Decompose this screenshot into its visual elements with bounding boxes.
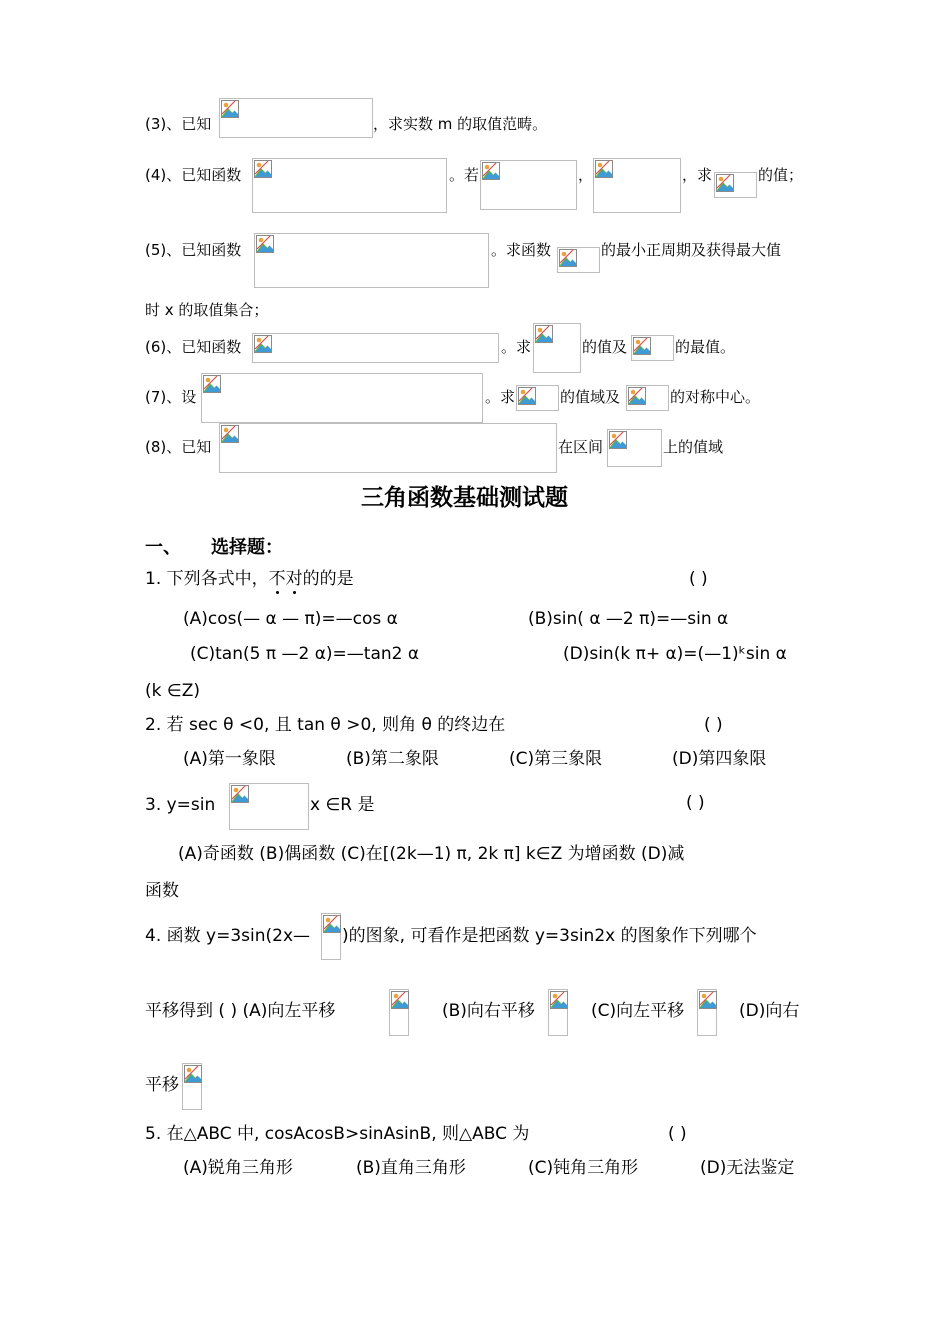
q4-line2-d: (D)向右: [739, 1001, 800, 1021]
exercise-6-text-b: 。求: [501, 338, 532, 356]
q5-stem: 5. 在△ABC 中, cosAcosB>sinAsinB, 则△ABC 为: [145, 1124, 530, 1144]
exercise-8-text-c: 上的值域: [663, 438, 724, 456]
image-placeholder-icon: [699, 991, 717, 1009]
broken-image-icon: [480, 160, 577, 210]
broken-image-icon: [229, 783, 309, 830]
exercise-6-text-d: 的最值。: [675, 338, 736, 356]
broken-image-icon: [548, 989, 568, 1036]
q4-line2-c: (C)向左平移: [591, 1001, 685, 1021]
exercise-5-text-d: 时 x 的取值集合；: [145, 301, 269, 319]
q4-line2-b: (B)向右平移: [442, 1001, 535, 1021]
exercise-6-text-c: 的值及: [582, 338, 628, 356]
exercise-3-tail: ，求实数 m 的取值范畴。: [373, 115, 548, 133]
q5-option-b: (B)直角三角形: [356, 1158, 466, 1178]
exercise-5-text-b: 。求函数: [491, 241, 552, 259]
broken-image-icon: [254, 233, 489, 288]
image-placeholder-icon: [323, 915, 341, 933]
q2-option-b: (B)第二象限: [346, 749, 439, 769]
exercise-8-lead: (8)、已知: [145, 438, 212, 456]
broken-image-icon: [389, 989, 409, 1036]
broken-image-icon: [516, 385, 559, 411]
exercise-5-lead: (5)、已知函数: [145, 241, 242, 259]
q2-option-a: (A)第一象限: [183, 749, 276, 769]
broken-image-icon: [252, 333, 499, 363]
q2-option-d: (D)第四象限: [672, 749, 767, 769]
image-placeholder-icon: [256, 235, 274, 253]
q3-stem-a: 3. y=sin: [145, 795, 216, 815]
exercise-7-lead: (7)、设: [145, 388, 197, 406]
q1-option-c: (C)tan(5 π —2 α)=—tan2 α: [190, 644, 420, 664]
image-placeholder-icon: [559, 249, 577, 267]
exercise-7-text-b: 。求: [485, 388, 516, 406]
q4-stem-b: )的图象, 可看作是把函数 y=3sin2x 的图象作下列哪个: [342, 926, 757, 946]
image-placeholder-icon: [535, 325, 553, 343]
broken-image-icon: [219, 98, 373, 138]
image-placeholder-icon: [482, 162, 500, 180]
q4-line2-a: 平移得到 ( ) (A)向左平移: [145, 1001, 336, 1021]
section-number: 一、: [145, 537, 181, 558]
q5-option-a: (A)锐角三角形: [183, 1158, 293, 1178]
image-placeholder-icon: [391, 991, 409, 1009]
image-placeholder-icon: [184, 1065, 202, 1083]
broken-image-icon: [626, 385, 669, 411]
image-placeholder-icon: [628, 387, 646, 405]
broken-image-icon: [697, 989, 717, 1036]
q1-option-a: (A)cos(— α — π)=—cos α: [183, 609, 398, 629]
image-placeholder-icon: [633, 337, 651, 355]
exercise-6-lead: (6)、已知函数: [145, 338, 242, 356]
broken-image-icon: [321, 913, 341, 960]
broken-image-icon: [593, 158, 681, 213]
page-title: 三角函数基础测试题: [361, 485, 568, 511]
q1-answer-paren: ( ): [689, 569, 708, 589]
broken-image-icon: [533, 323, 581, 373]
q1-option-d-cont: (k ∈Z): [145, 681, 200, 701]
broken-image-icon: [182, 1063, 202, 1110]
broken-image-icon: [607, 429, 662, 467]
exercise-4-text-e: 的值；: [758, 166, 804, 184]
broken-image-icon: [631, 335, 674, 361]
broken-image-icon: [252, 158, 447, 213]
image-placeholder-icon: [550, 991, 568, 1009]
q1-option-b: (B)sin( α —2 π)=—sin α: [528, 609, 729, 629]
exercise-7-text-d: 的对称中心。: [670, 388, 761, 406]
q4-line3: 平移: [145, 1075, 179, 1095]
exercise-4-lead: (4)、已知函数: [145, 166, 242, 184]
section-heading: 选择题：: [211, 537, 283, 558]
q2-stem: 2. 若 sec θ <0, 且 tan θ >0, 则角 θ 的终边在: [145, 715, 506, 735]
image-placeholder-icon: [716, 174, 734, 192]
q3-options-cont: 函数: [145, 881, 179, 901]
q2-answer-paren: ( ): [704, 715, 723, 735]
exercise-4-text-c: ，: [578, 166, 594, 184]
q5-option-d: (D)无法鉴定: [700, 1158, 795, 1178]
broken-image-icon: [714, 172, 757, 198]
q1-stem: 1. 下列各式中，不对的的是: [145, 569, 354, 589]
image-placeholder-icon: [203, 375, 221, 393]
broken-image-icon: [219, 423, 557, 473]
q3-stem-b: x ∈R 是: [310, 795, 375, 815]
image-placeholder-icon: [221, 425, 239, 443]
image-placeholder-icon: [254, 160, 272, 178]
q3-options: (A)奇函数 (B)偶函数 (C)在[(2k—1) π, 2k π] k∈Z 为增函数 (D)减: [178, 844, 685, 864]
q4-stem-a: 4. 函数 y=3sin(2x—: [145, 926, 311, 946]
exercise-3-lead: (3)、已知: [145, 115, 212, 133]
image-placeholder-icon: [518, 387, 536, 405]
q2-option-c: (C)第三象限: [509, 749, 603, 769]
q1-option-d: (D)sin(k π+ α)=(—1)ᵏsin α: [563, 644, 787, 664]
image-placeholder-icon: [221, 100, 239, 118]
image-placeholder-icon: [254, 335, 272, 353]
image-placeholder-icon: [231, 785, 249, 803]
q3-answer-paren: ( ): [686, 793, 705, 813]
image-placeholder-icon: [595, 160, 613, 178]
q5-option-c: (C)钝角三角形: [528, 1158, 639, 1178]
broken-image-icon: [201, 373, 483, 423]
q5-answer-paren: ( ): [668, 1124, 687, 1144]
broken-image-icon: [557, 247, 600, 273]
emphasis-dot: 不: [268, 569, 286, 589]
exercise-5-text-c: 的最小正周期及获得最大值: [601, 241, 782, 259]
emphasis-dot: 对: [285, 569, 303, 589]
exercise-4-text-b: 。若: [449, 166, 480, 184]
exercise-8-text-b: 在区间: [558, 438, 604, 456]
exercise-7-text-c: 的值域及: [560, 388, 621, 406]
image-placeholder-icon: [609, 431, 627, 449]
exercise-4-text-d: ，求: [682, 166, 713, 184]
